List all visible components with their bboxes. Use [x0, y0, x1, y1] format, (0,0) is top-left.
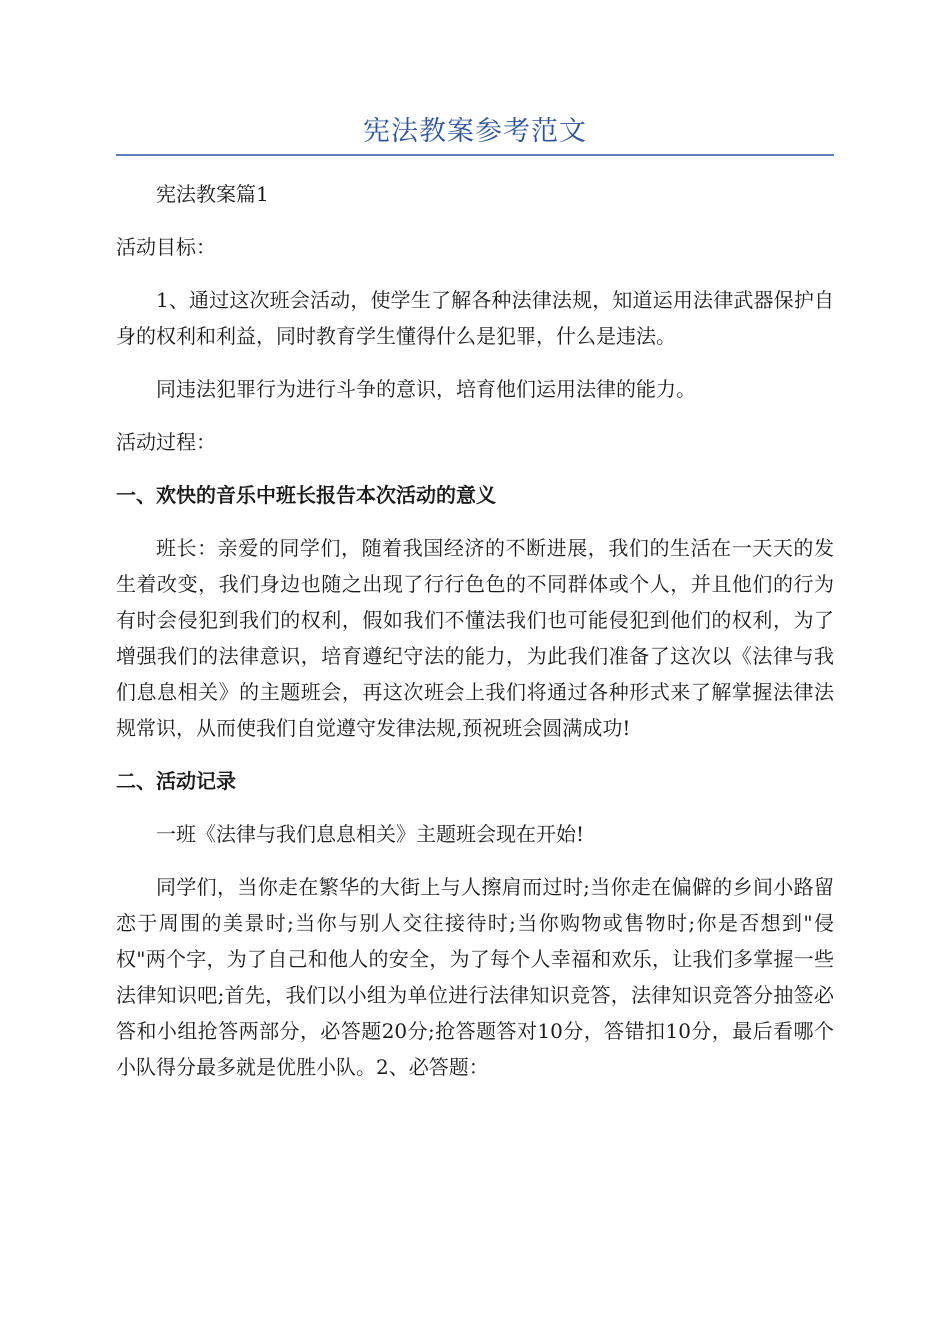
process-label: 活动过程：	[116, 430, 216, 454]
section-heading-1: 一、欢快的音乐中班长报告本次活动的意义	[116, 483, 496, 507]
quiz-intro-paragraph: 同学们，当你走在繁华的大街上与人擦肩而过时;当你走在偏僻的乡间小路留恋于周围的美景时;当你与别人交往接待时;当你购物或售物时;你是否想到"侵权"两个字，为了自己和他人的安全，为了每个人幸福和欢乐，让我们多掌握一些法律知识吧;首先，我们以小组为单位进行法律知识竞答，法律知识竞答分抽签必答和小组抢答两部分，必答题20分;抢答题答对10分，答错扣10分，最后看哪个小队得分最多就是优胜小队。2、必答题：	[116, 875, 834, 1079]
document-body	[116, 176, 834, 1102]
title-divider	[116, 154, 834, 156]
section-subtitle: 宪法教案篇1	[156, 182, 269, 206]
meeting-start-paragraph: 一班《法律与我们息息相关》主题班会现在开始!	[156, 822, 585, 846]
goal-paragraph: 1、通过这次班会活动，使学生了解各种法律法规，知道运用法律武器保护自身的权利和利益，同时教育学生懂得什么是犯罪，什么是违法。	[116, 288, 834, 348]
goals-label: 活动目标：	[116, 235, 216, 259]
document-title: 宪法教案参考范文	[363, 116, 587, 147]
section-heading-2: 二、活动记录	[116, 769, 236, 793]
goal-paragraph-continued: 同违法犯罪行为进行斗争的意识，培育他们运用法律的能力。	[156, 377, 696, 401]
monitor-speech-paragraph: 班长：亲爱的同学们，随着我国经济的不断进展，我们的生活在一天天的发生着改变，我们身边也随之出现了行行色色的不同群体或个人，并且他们的行为有时会侵犯到我们的权利，假如我们不懂法我们也可能侵犯到他们的权利，为了增强我们的法律意识，培育遵纪守法的能力，为此我们准备了这次以《法律与我们息息相关》的主题班会，再这次班会上我们将通过各种形式来了解掌握法律法规常识，从而使我们自觉遵守发律法规,预祝班会圆满成功!	[116, 536, 834, 740]
